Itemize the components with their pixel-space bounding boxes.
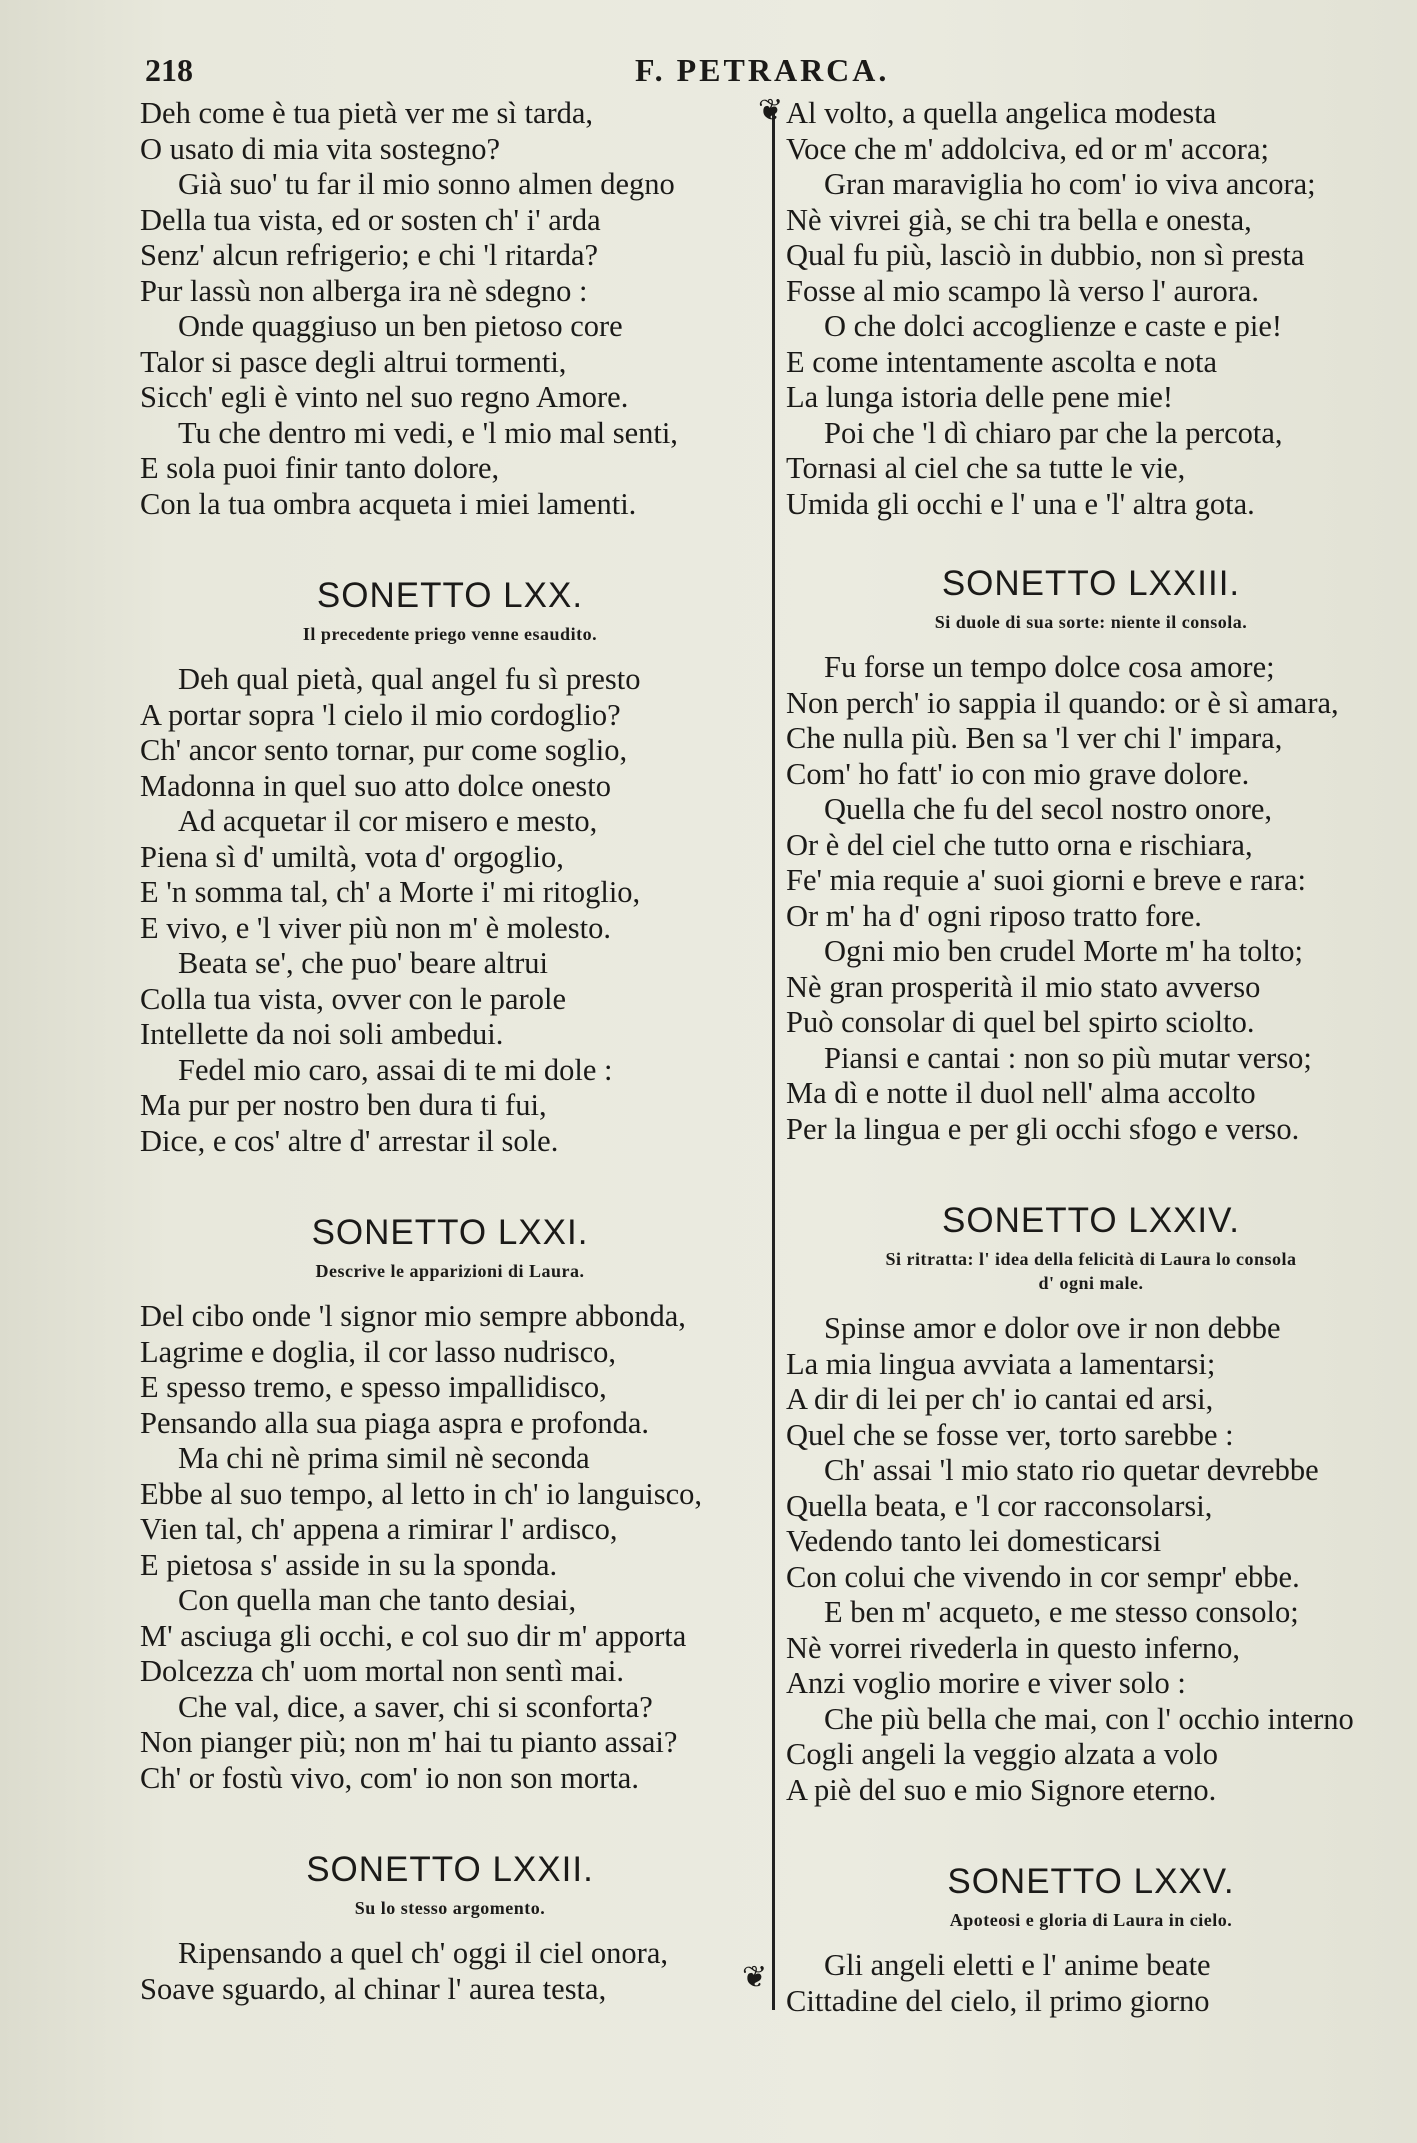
sonnet-subtitle: Su lo stesso argomento. (354, 1898, 546, 1918)
verse-line: Umida gli occhi e l' una e 'l' altra gota. (786, 486, 1255, 521)
verse-line: Tu che dentro mi vedi, e 'l mio mal senti, (178, 415, 678, 450)
fleuron-ornament-bottom: ❦ (742, 1960, 768, 1995)
verse-line: E pietosa s' asside in su la sponda. (140, 1547, 558, 1582)
verse-line: Ch' or fostù vivo, com' io non son morta. (140, 1760, 639, 1795)
verse-line: Voce che m' addolciva, ed or m' accora; (786, 131, 1269, 166)
verse-line: Vedendo tanto lei domesticarsi (786, 1524, 1162, 1558)
verse-line: Or m' ha d' ogni riposo tratto fore. (786, 898, 1202, 933)
verse-line: A portar sopra 'l cielo il mio cordoglio? (140, 697, 621, 732)
sonnet-subtitle: Il precedente priego venne esaudito. (302, 624, 598, 644)
verse-line: Ad acquetar il cor misero e mesto, (178, 804, 598, 838)
verse-line: A dir di lei per ch' io cantai ed arsi, (786, 1382, 1214, 1416)
verse-line: Nè gran prosperità il mio stato avverso (786, 969, 1261, 1004)
verse-line: Quel che se fosse ver, torto sarebbe : (786, 1417, 1234, 1452)
sonnet-70 (140, 662, 760, 1159)
verse-line: Intellette da noi soli ambedui. (140, 1017, 504, 1051)
running-head (145, 52, 1385, 92)
verse-line: A piè del suo e mio Signore eterno. (786, 1772, 1217, 1807)
verse-line: Poi che 'l dì chiaro par che la percota, (824, 415, 1283, 450)
verse-line: Beata se', che puo' beare altrui (178, 946, 549, 980)
verse-line: E ben m' acqueto, e me stesso consolo; (824, 1595, 1299, 1629)
column-rule (772, 110, 775, 2010)
running-title: F. PETRARCA. (635, 52, 890, 88)
sonnet-subtitle: Apoteosi e gloria di Laura in cielo. (949, 1910, 1233, 1930)
verse-line: Piansi e cantai : non so più mutar verso; (824, 1040, 1312, 1075)
fleuron-ornament-top: ❦ (758, 93, 784, 128)
verse-line: Pensando alla sua piaga aspra e profonda. (140, 1405, 649, 1440)
verse-line: Colla tua vista, ovver con le parole (140, 981, 567, 1016)
verse-line: E come intentamente ascolta e nota (786, 344, 1218, 379)
verse-line: Deh qual pietà, qual angel fu sì presto (178, 662, 641, 696)
sonnet-subtitle: Descrive le apparizioni di Laura. (315, 1261, 585, 1281)
verse-line: Sicch' egli è vinto nel suo regno Amore. (140, 380, 629, 414)
sonnet-72-continuation (786, 96, 1396, 522)
verse-line: La lunga istoria delle pene mie! (786, 380, 1174, 414)
verse-line: Ripensando a quel ch' oggi il ciel onora, (178, 1936, 668, 1970)
sonnet-69-continuation (140, 96, 760, 522)
verse-line: Per la lingua e per gli occhi sfogo e verso. (786, 1111, 1300, 1146)
verse-line: Pur lassù non alberga ira nè sdegno : (140, 273, 588, 308)
verse-line: Talor si pasce degli altrui tormenti, (140, 344, 567, 379)
verse-line: E 'n somma tal, ch' a Morte i' mi ritoglio, (140, 875, 641, 909)
verse-line: E vivo, e 'l viver più non m' è molesto. (140, 910, 611, 945)
verse-line: Ma pur per nostro ben dura ti fui, (140, 1088, 547, 1122)
verse-line: Con colui che vivendo in cor sempr' ebbe. (786, 1559, 1300, 1594)
verse-line: Che val, dice, a saver, chi si sconforta? (178, 1689, 653, 1724)
verse-line: Dolcezza ch' uom mortal non sentì mai. (140, 1654, 625, 1688)
sonnet-subtitle: Si ritratta: l' idea della felicità di Laura lo consola (885, 1249, 1297, 1269)
verse-line: Deh come è tua pietà ver me sì tarda, (140, 96, 594, 130)
sonnet-72 (140, 1936, 760, 2007)
sonnet-title: SONETTO LXX. (316, 576, 584, 615)
sonnet-75 (786, 1948, 1396, 2019)
sonnet-71 (140, 1299, 760, 1796)
verse-line: Onde quaggiuso un ben pietoso core (178, 309, 623, 343)
verse-line: Tornasi al ciel che sa tutte le vie, (786, 451, 1186, 485)
verse-line: Spinse amor e dolor ove ir non debbe (824, 1311, 1281, 1345)
verse-line: Gran maraviglia ho com' io viva ancora; (824, 167, 1316, 201)
page-number: 218 (145, 52, 193, 88)
sonnet-73 (786, 650, 1396, 1147)
verse-line: Ch' assai 'l mio stato rio quetar devrebbe (824, 1453, 1319, 1487)
verse-line: Com' ho fatt' io con mio grave dolore. (786, 756, 1250, 791)
verse-line: Ma dì e notte il duol nell' alma accolto (786, 1076, 1256, 1110)
sonnet-74 (786, 1311, 1396, 1808)
verse-line: Madonna in quel suo atto dolce onesto (140, 768, 611, 803)
sonnet-subtitle: Si duole di sua sorte: niente il consola. (934, 612, 1248, 632)
sonnet-title: SONETTO LXXI. (311, 1213, 589, 1252)
verse-line: Al volto, a quella angelica modesta (786, 96, 1217, 130)
verse-line: Vien tal, ch' appena a rimirar l' ardisco, (140, 1512, 618, 1546)
verse-line: Nè vorrei rivederla in questo inferno, (786, 1630, 1240, 1665)
verse-line: Che nulla più. Ben sa 'l ver chi l' impara, (786, 721, 1283, 755)
verse-line: Soave sguardo, al chinar l' aurea testa, (140, 1971, 607, 2006)
verse-line: Non pianger più; non m' hai tu pianto assai? (140, 1725, 678, 1759)
verse-line: Cogli angeli la veggio alzata a volo (786, 1737, 1218, 1771)
verse-line: Con la tua ombra acqueta i miei lamenti. (140, 486, 637, 521)
verse-line: E sola puoi finir tanto dolore, (140, 451, 500, 485)
sonnet-title: SONETTO LXXIV. (942, 1201, 1240, 1240)
verse-line: Con quella man che tanto desiai, (178, 1583, 577, 1617)
verse-line: Ogni mio ben crudel Morte m' ha tolto; (824, 934, 1304, 968)
verse-line: O usato di mia vita sostegno? (140, 131, 501, 166)
verse-line: Fe' mia requie a' suoi giorni e breve e rara: (786, 863, 1306, 897)
verse-line: Non perch' io sappia il quando: or è sì amara, (786, 685, 1339, 720)
sonnet-subtitle-continued: d' ogni male. (1038, 1273, 1144, 1293)
verse-line: Lagrime e doglia, il cor lasso nudrisco, (140, 1334, 617, 1369)
verse-line: Ma chi nè prima simil nè seconda (178, 1441, 590, 1475)
verse-line: Ebbe al suo tempo, al letto in ch' io languisco, (140, 1476, 703, 1511)
verse-line: Dice, e cos' altre d' arrestar il sole. (140, 1123, 559, 1158)
verse-line: Piena sì d' umiltà, vota d' orgoglio, (140, 839, 564, 874)
verse-line: Quella che fu del secol nostro onore, (824, 792, 1273, 826)
verse-line: Senz' alcun refrigerio; e chi 'l ritarda? (140, 238, 599, 272)
verse-line: E spesso tremo, e spesso impallidisco, (140, 1370, 607, 1404)
sonnet-title: SONETTO LXXIII. (941, 564, 1241, 603)
verse-line: Gli angeli eletti e l' anime beate (824, 1948, 1211, 1982)
verse-line: Della tua vista, ed or sosten ch' i' arda (140, 202, 601, 237)
verse-line: Qual fu più, lasciò in dubbio, non sì presta (786, 238, 1305, 272)
verse-line: Nè vivrei già, se chi tra bella e onesta, (786, 202, 1252, 237)
verse-line: Fosse al mio scampo là verso l' aurora. (786, 273, 1260, 308)
sonnet-title: SONETTO LXXII. (306, 1850, 594, 1889)
verse-line: Or è del ciel che tutto orna e rischiara, (786, 827, 1253, 862)
verse-line: Ch' ancor sento tornar, pur come soglio, (140, 733, 628, 767)
verse-line: Del cibo onde 'l signor mio sempre abbonda, (140, 1299, 686, 1333)
verse-line: Quella beata, e 'l cor racconsolarsi, (786, 1488, 1213, 1523)
verse-line: Che più bella che mai, con l' occhio interno (824, 1701, 1354, 1736)
sonnet-title: SONETTO LXXV. (947, 1862, 1235, 1901)
verse-line: Già suo' tu far il mio sonno almen degno (178, 167, 675, 201)
verse-line: M' asciuga gli occhi, e col suo dir m' apporta (140, 1618, 687, 1653)
verse-line: Cittadine del cielo, il primo giorno (786, 1983, 1210, 2018)
verse-line: La mia lingua avviata a lamentarsi; (786, 1346, 1216, 1381)
verse-line: Può consolar di quel bel spirto sciolto. (786, 1005, 1255, 1039)
verse-line: Fedel mio caro, assai di te mi dole : (178, 1052, 613, 1087)
verse-line: Anzi voglio morire e viver solo : (786, 1666, 1186, 1700)
left-column (140, 96, 760, 2007)
right-column (786, 96, 1396, 2019)
verse-line: Fu forse un tempo dolce cosa amore; (824, 650, 1275, 684)
verse-line: O che dolci accoglienze e caste e pie! (824, 309, 1283, 343)
